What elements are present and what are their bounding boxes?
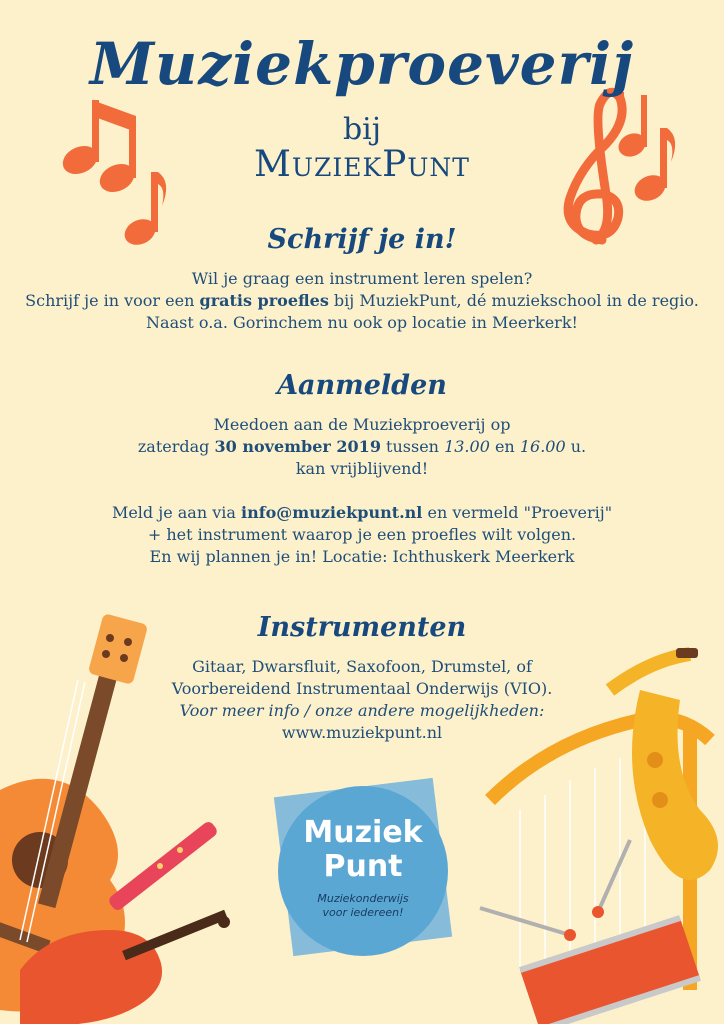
instruments-line-2: Voorbereidend Instrumentaal Onderwijs (VIO).	[171, 679, 553, 698]
register-line-6: En wij plannen je in! Locatie: Ichthuskerk Meerkerk	[149, 547, 575, 566]
website-link[interactable]: www.muziekpunt.nl	[281, 723, 443, 742]
email-link[interactable]: info@muziekpunt.nl	[241, 503, 423, 522]
flute-icon	[107, 820, 219, 913]
register-line-5: + het instrument waarop je een proefles wilt volgen.	[147, 525, 577, 544]
instruments-line-3: Voor meer info / onze andere mogelijkheden:	[179, 701, 545, 720]
register-heading: Aanmelden	[277, 370, 447, 401]
logo-tagline: Muziekonderwijs voor iedereen!	[317, 892, 409, 919]
muziekpunt-logo	[278, 786, 448, 956]
brand-name: MuziekPunt	[254, 144, 470, 185]
register-line-1: Meedoen aan de Muziekproeverij op	[213, 415, 511, 434]
signup-line-1: Wil je graag een instrument leren spelen?	[191, 269, 533, 288]
subtitle-bij: bij	[342, 112, 382, 147]
signup-text	[0, 268, 724, 334]
page-title: Muziekproeverij	[89, 30, 635, 98]
free-trial-emphasis: gratis proefles	[199, 291, 329, 310]
drum-icon	[480, 840, 700, 1024]
register-line-2: zaterdag 30 november 2019 tussen 13.00 en 16.00 u.	[137, 437, 587, 456]
signup-line-3: Naast o.a. Gorinchem nu ook op locatie in Meerkerk!	[146, 313, 578, 332]
logo-name: Muziek Punt	[303, 815, 423, 884]
event-date: 30 november 2019	[214, 437, 381, 456]
signup-heading: Schrijf je in!	[267, 224, 457, 255]
register-line-4: Meld je aan via info@muziekpunt.nl en vermeld "Proeverij"	[111, 503, 613, 522]
instruments-heading: Instrumenten	[257, 612, 467, 643]
signup-line-2: Schrijf je in voor een gratis proefles bij MuziekPunt, dé muziekschool in de regio.	[25, 291, 699, 310]
register-line-3: kan vrijblijvend!	[295, 459, 429, 478]
register-text	[0, 414, 724, 568]
instruments-line-1: Gitaar, Dwarsfluit, Saxofoon, Drumstel, of	[192, 657, 532, 676]
instruments-text	[0, 656, 724, 744]
